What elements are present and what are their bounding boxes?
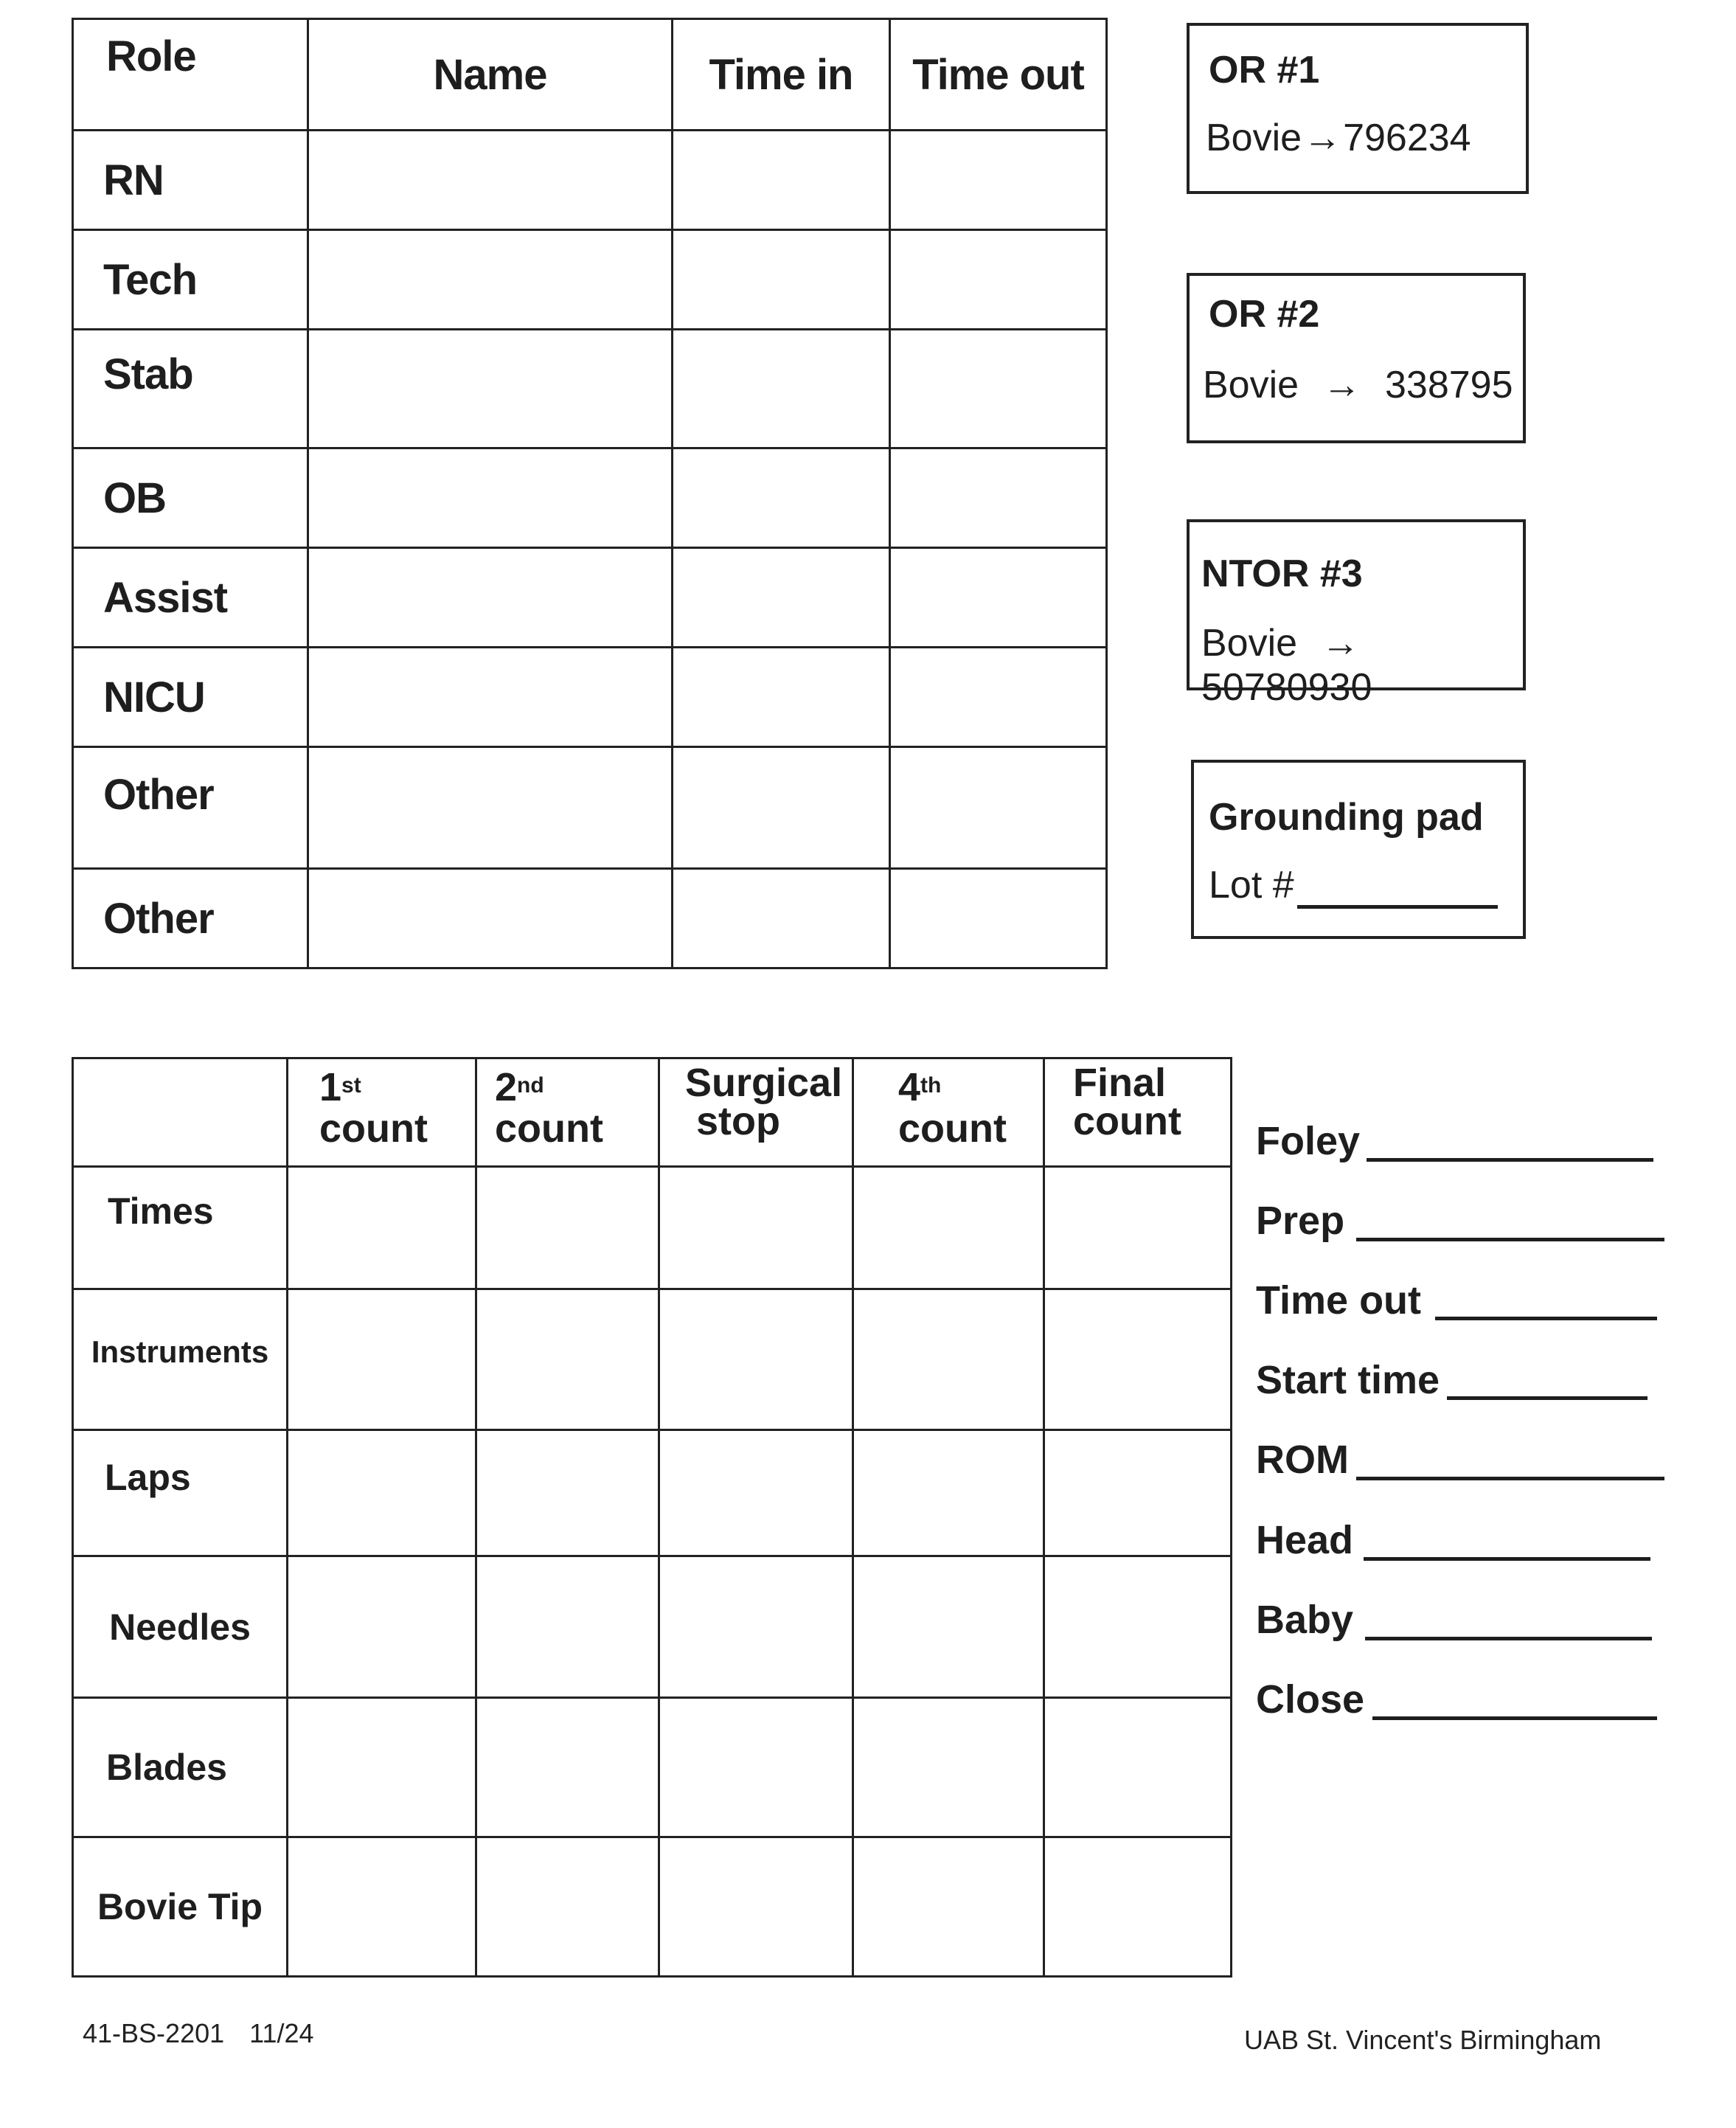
header-role: Role <box>73 19 308 131</box>
staff-header-row <box>73 19 1107 131</box>
form-revision: 11/24 <box>249 2018 314 2048</box>
header-main: 2 <box>495 1065 518 1109</box>
name-field[interactable] <box>308 448 673 548</box>
time-in-field[interactable] <box>673 230 890 330</box>
count-cell[interactable] <box>1044 1556 1232 1698</box>
count-cell[interactable] <box>288 1430 476 1556</box>
count-cell[interactable] <box>288 1837 476 1977</box>
role-label: Tech <box>73 230 308 330</box>
lot-number-field[interactable] <box>1297 905 1498 909</box>
ntor3-bovie-line <box>1201 621 1523 710</box>
or2-bovie-line <box>1203 363 1513 407</box>
header-line2: count <box>319 1106 428 1151</box>
or2-box <box>1187 273 1526 443</box>
time-out-field[interactable] <box>890 548 1107 648</box>
ntor3-title: NTOR #3 <box>1201 552 1363 595</box>
close-field[interactable] <box>1372 1716 1657 1720</box>
name-field[interactable] <box>308 230 673 330</box>
count-cell[interactable] <box>659 1167 853 1289</box>
header-line2: count <box>898 1106 1007 1151</box>
staff-row <box>73 448 1107 548</box>
time-out-field[interactable] <box>890 747 1107 869</box>
baby-label: Baby <box>1256 1598 1354 1642</box>
header-sup: nd <box>517 1073 544 1098</box>
header-blank <box>73 1058 288 1167</box>
count-cell[interactable] <box>1044 1289 1232 1430</box>
time-out-field[interactable] <box>890 230 1107 330</box>
count-cell[interactable] <box>476 1289 659 1430</box>
time-out-field[interactable] <box>890 131 1107 230</box>
count-row <box>73 1430 1232 1556</box>
count-cell[interactable] <box>476 1430 659 1556</box>
item-label: Times <box>73 1167 288 1289</box>
count-cell[interactable] <box>476 1837 659 1977</box>
bovie-serial: 338795 <box>1384 364 1513 406</box>
header-line2: count <box>495 1106 603 1151</box>
count-row <box>73 1167 1232 1289</box>
baby-field[interactable] <box>1365 1637 1652 1640</box>
time-out-field[interactable] <box>890 648 1107 747</box>
role-label: Other <box>73 747 308 869</box>
count-cell[interactable] <box>853 1837 1044 1977</box>
staff-table <box>72 18 1108 969</box>
lot-label: Lot # <box>1209 864 1294 907</box>
count-cell[interactable] <box>853 1289 1044 1430</box>
count-row <box>73 1556 1232 1698</box>
header-sup: st <box>341 1073 361 1098</box>
name-field[interactable] <box>308 648 673 747</box>
staff-row <box>73 230 1107 330</box>
time-in-field[interactable] <box>673 747 890 869</box>
count-cell[interactable] <box>659 1430 853 1556</box>
prep-label: Prep <box>1256 1199 1345 1243</box>
count-cell[interactable] <box>1044 1698 1232 1837</box>
item-label: Bovie Tip <box>73 1837 288 1977</box>
time-out-label: Time out <box>1256 1278 1422 1323</box>
bovie-serial: 796234 <box>1343 117 1471 159</box>
item-label: Instruments <box>73 1289 288 1430</box>
or1-bovie-line <box>1206 116 1471 160</box>
staff-row <box>73 131 1107 230</box>
role-label: Stab <box>73 330 308 448</box>
header-4th-count <box>853 1058 1044 1167</box>
header-line2: stop <box>696 1099 781 1143</box>
lot-line <box>1209 863 1294 907</box>
organization-name: UAB St. Vincent's Birmingham <box>1244 2025 1602 2055</box>
staff-row <box>73 548 1107 648</box>
count-cell[interactable] <box>659 1837 853 1977</box>
staff-row <box>73 869 1107 968</box>
count-cell[interactable] <box>659 1289 853 1430</box>
count-row <box>73 1698 1232 1837</box>
count-cell[interactable] <box>853 1556 1044 1698</box>
rom-label: ROM <box>1256 1438 1349 1482</box>
staff-row <box>73 330 1107 448</box>
start-time-label: Start time <box>1256 1358 1440 1402</box>
head-label: Head <box>1256 1518 1354 1562</box>
foley-field[interactable] <box>1367 1158 1653 1162</box>
header-main: Surgical <box>685 1061 843 1105</box>
item-label: Laps <box>73 1430 288 1556</box>
time-out-field[interactable] <box>890 448 1107 548</box>
count-cell[interactable] <box>476 1167 659 1289</box>
prep-field[interactable] <box>1356 1238 1664 1241</box>
count-table <box>72 1057 1232 1978</box>
bovie-label: Bovie <box>1203 364 1299 406</box>
count-row <box>73 1837 1232 1977</box>
time-in-field[interactable] <box>673 548 890 648</box>
form-code-number: 41-BS-2201 <box>83 2018 225 2048</box>
header-main: 1 <box>319 1065 342 1109</box>
header-sup: th <box>920 1073 942 1098</box>
header-2nd-count <box>476 1058 659 1167</box>
count-cell[interactable] <box>659 1556 853 1698</box>
or2-title: OR #2 <box>1209 293 1320 336</box>
count-cell[interactable] <box>288 1698 476 1837</box>
start-time-field[interactable] <box>1447 1396 1648 1400</box>
time-in-field[interactable] <box>673 448 890 548</box>
count-header-row <box>73 1058 1232 1167</box>
rom-field[interactable] <box>1356 1477 1664 1480</box>
count-cell[interactable] <box>1044 1167 1232 1289</box>
foley-label: Foley <box>1256 1119 1361 1163</box>
close-label: Close <box>1256 1677 1365 1722</box>
role-label: OB <box>73 448 308 548</box>
time-in-field[interactable] <box>673 131 890 230</box>
header-main: Final <box>1073 1061 1167 1105</box>
count-cell[interactable] <box>853 1167 1044 1289</box>
bovie-serial: 50780930 <box>1201 666 1372 709</box>
or1-title: OR #1 <box>1209 49 1320 91</box>
name-field[interactable] <box>308 131 673 230</box>
grounding-pad-box <box>1191 760 1526 939</box>
head-field[interactable] <box>1364 1557 1650 1561</box>
header-time-out: Time out <box>890 19 1107 131</box>
time-out-field[interactable] <box>890 330 1107 448</box>
name-field[interactable] <box>308 548 673 648</box>
time-out-field[interactable] <box>1435 1317 1657 1320</box>
time-in-field[interactable] <box>673 330 890 448</box>
count-cell[interactable] <box>659 1698 853 1837</box>
name-field[interactable] <box>308 330 673 448</box>
header-surgical-stop <box>659 1058 853 1167</box>
staff-row <box>73 747 1107 869</box>
time-out-field[interactable] <box>890 869 1107 968</box>
or1-box <box>1187 23 1529 194</box>
count-row <box>73 1289 1232 1430</box>
right-arrow-icon: → <box>1321 622 1360 665</box>
grounding-pad-title: Grounding pad <box>1209 796 1484 839</box>
count-cell[interactable] <box>288 1289 476 1430</box>
name-field[interactable] <box>308 869 673 968</box>
count-cell[interactable] <box>853 1430 1044 1556</box>
bovie-label: Bovie <box>1201 622 1298 665</box>
header-time-in: Time in <box>673 19 890 131</box>
count-cell[interactable] <box>288 1167 476 1289</box>
role-label: Other <box>73 869 308 968</box>
header-line2: count <box>1073 1099 1181 1143</box>
role-label: RN <box>73 131 308 230</box>
count-cell[interactable] <box>1044 1837 1232 1977</box>
count-cell[interactable] <box>476 1698 659 1837</box>
header-1st-count <box>288 1058 476 1167</box>
time-in-field[interactable] <box>673 869 890 968</box>
right-arrow-icon: → <box>1303 117 1342 159</box>
form-code <box>83 2018 314 2049</box>
item-label: Blades <box>73 1698 288 1837</box>
time-in-field[interactable] <box>673 648 890 747</box>
ntor3-box <box>1187 519 1526 709</box>
role-label: NICU <box>73 648 308 747</box>
header-main: 4 <box>898 1065 921 1109</box>
count-cell[interactable] <box>1044 1430 1232 1556</box>
role-label: Assist <box>73 548 308 648</box>
right-arrow-icon: → <box>1322 364 1361 406</box>
name-field[interactable] <box>308 747 673 869</box>
item-label: Needles <box>73 1556 288 1698</box>
count-cell[interactable] <box>476 1556 659 1698</box>
staff-row <box>73 648 1107 747</box>
bovie-label: Bovie <box>1206 117 1302 159</box>
header-name: Name <box>308 19 673 131</box>
header-final-count <box>1044 1058 1232 1167</box>
count-cell[interactable] <box>288 1556 476 1698</box>
count-cell[interactable] <box>853 1698 1044 1837</box>
